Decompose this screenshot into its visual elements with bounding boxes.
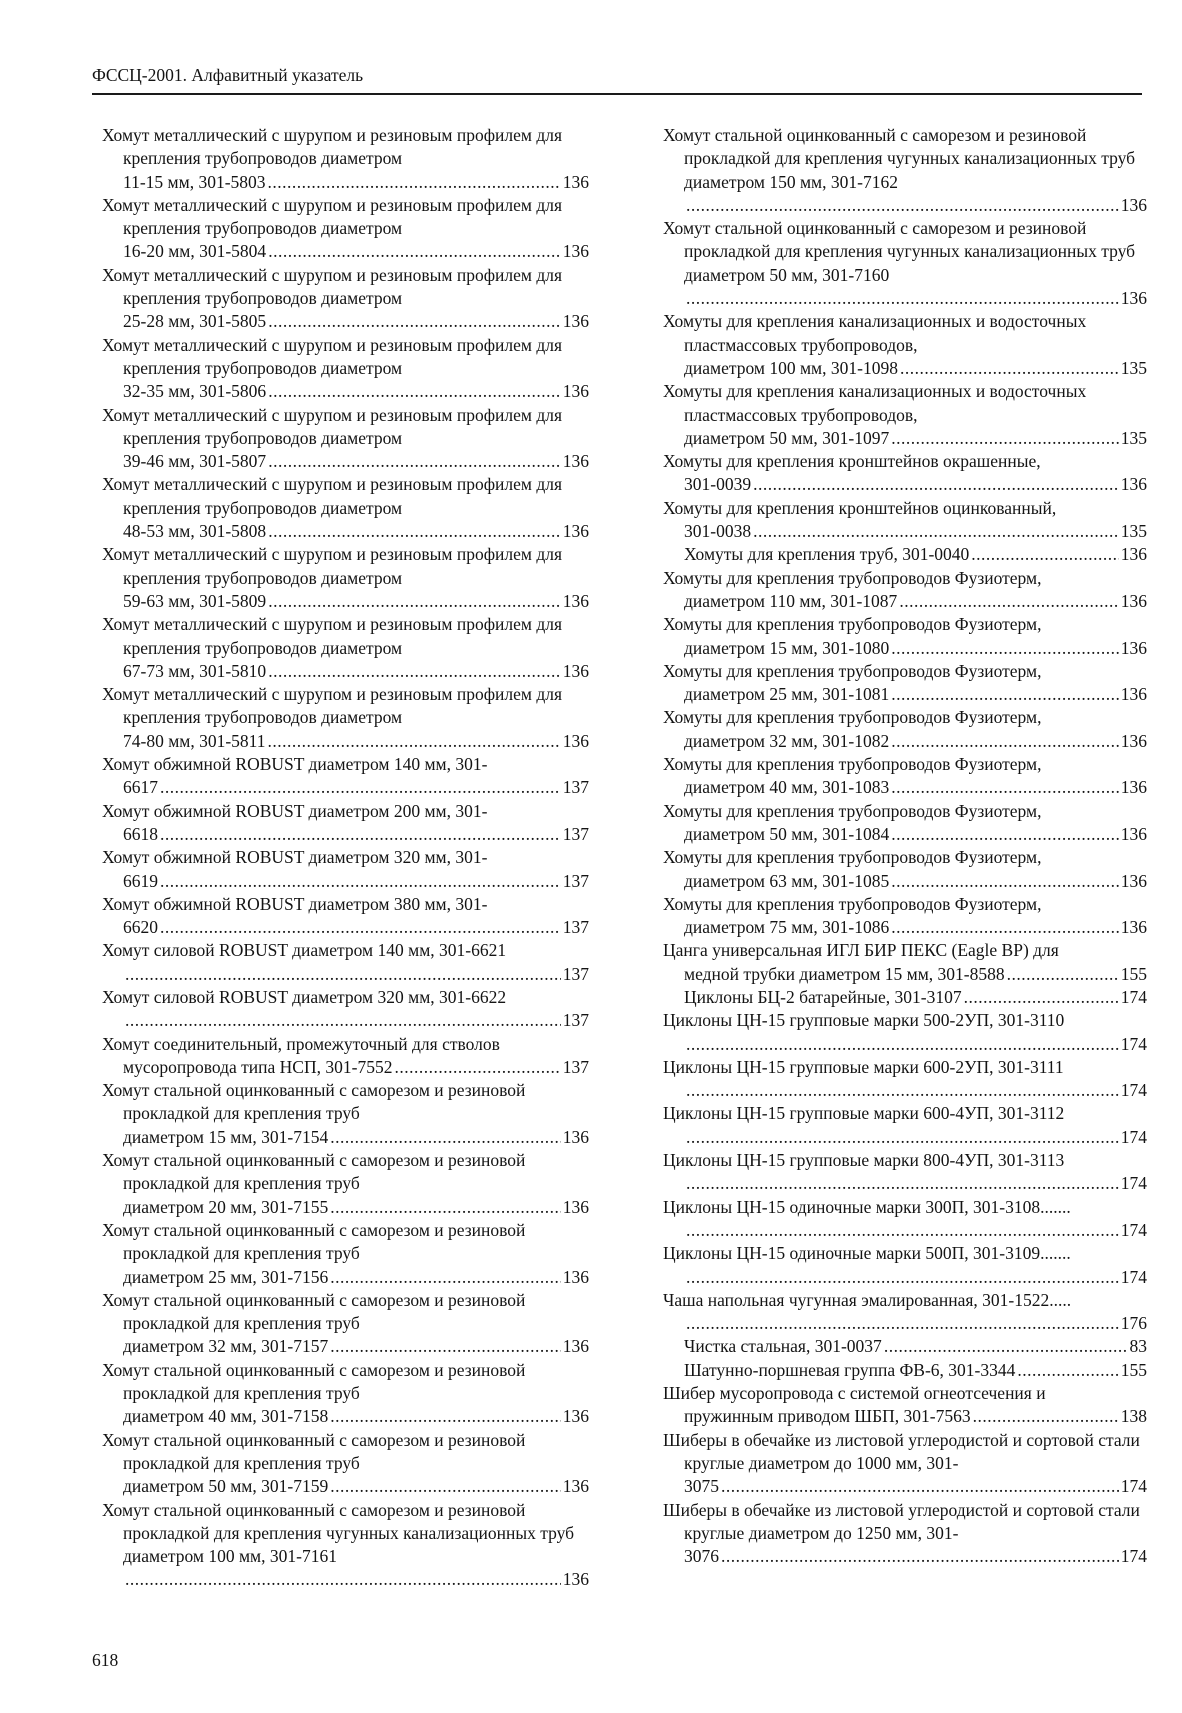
index-entry xyxy=(102,543,589,613)
entry-page: 136 xyxy=(562,451,589,472)
leader-dots xyxy=(891,823,1119,846)
entry-text: Хомуты для крепления трубопроводов Фузиотерм, xyxy=(663,707,1042,728)
leader-dots xyxy=(891,637,1119,660)
entry-page: 83 xyxy=(1129,1336,1147,1357)
index-entry xyxy=(102,404,589,474)
leader-dots xyxy=(686,1172,1119,1195)
entry-page: 136 xyxy=(562,1406,589,1427)
entry-text: Цанга универсальная ИГЛ БИР ПЕКС (Eagle BP) для xyxy=(663,940,1059,961)
leader-dots xyxy=(268,520,561,543)
entry-page: 174 xyxy=(1120,1173,1147,1194)
leader-dots xyxy=(686,287,1119,310)
index-entry xyxy=(663,1429,1147,1499)
entry-page: 174 xyxy=(1120,1476,1147,1497)
leader-dots xyxy=(891,427,1119,450)
entry-text: Циклоны ЦН-15 групповые марки 600-4УП, 301-3112 xyxy=(663,1103,1065,1124)
index-entry xyxy=(102,613,589,683)
index-entry xyxy=(102,1219,589,1289)
index-entry xyxy=(663,1382,1147,1429)
index-entry xyxy=(663,706,1147,753)
entry-page: 136 xyxy=(1120,474,1147,495)
entry-page: 174 xyxy=(1120,1126,1147,1147)
entry-page: 136 xyxy=(562,660,589,681)
entry-page: 136 xyxy=(562,1336,589,1357)
entry-text: Хомут стальной оцинкованный с саморезом и резиновой прокладкой для крепления чугунных канализационных труб диаметром 50 мм, 301-7160 xyxy=(663,218,1136,285)
index-entry xyxy=(663,1056,1147,1103)
entry-last-line: диаметром 15 мм, 301-7154 xyxy=(123,1126,329,1147)
entry-last-line: Циклоны БЦ-2 батарейные, 301-3107 xyxy=(684,986,962,1007)
index-entry xyxy=(663,1289,1147,1336)
entry-page: 136 xyxy=(562,241,589,262)
leader-dots xyxy=(884,1335,1128,1358)
entry-page: 136 xyxy=(562,1569,589,1590)
entry-page: 136 xyxy=(562,1126,589,1147)
entry-last-line: 11-15 мм, 301-5803 xyxy=(123,171,266,192)
entry-text: Хомут металлический с шурупом и резиновым профилем для крепления трубопроводов диаметром xyxy=(102,684,563,728)
leader-dots xyxy=(330,1126,561,1149)
index-entry xyxy=(663,380,1147,450)
leader-dots xyxy=(753,520,1119,543)
entry-last-line: 16-20 мм, 301-5804 xyxy=(123,241,267,262)
entry-text: Хомут стальной оцинкованный с саморезом и резиновой прокладкой для крепления чугунных канализационных труб диаметром 100 мм, 301-7161 xyxy=(102,1499,575,1567)
entry-last-line: 6619 xyxy=(123,870,158,891)
entry-last-line: диаметром 25 мм, 301-7156 xyxy=(123,1266,329,1287)
entry-page: 138 xyxy=(1120,1406,1147,1427)
entry-last-line: медной трубки диаметром 15 мм, 301-8588 xyxy=(684,963,1005,984)
entry-page: 136 xyxy=(1120,684,1147,705)
entry-last-line: 74-80 мм, 301-5811 xyxy=(123,730,266,751)
leader-dots xyxy=(1007,963,1119,986)
leader-dots xyxy=(268,730,561,753)
entry-text: Хомуты для крепления трубопроводов Фузиотерм, xyxy=(663,847,1042,868)
leader-dots xyxy=(160,870,561,893)
index-entry xyxy=(102,1289,589,1359)
index-entry xyxy=(102,1499,589,1592)
leader-dots xyxy=(160,823,561,846)
leader-dots xyxy=(268,450,561,473)
leader-dots xyxy=(891,683,1119,706)
leader-dots xyxy=(686,1266,1119,1289)
entry-page: 174 xyxy=(1120,1080,1147,1101)
index-entry xyxy=(663,846,1147,893)
entry-text: Хомут стальной оцинкованный с саморезом и резиновой прокладкой для крепления труб xyxy=(102,1080,526,1124)
leader-dots xyxy=(160,916,561,939)
leader-dots xyxy=(330,1475,561,1498)
index-entry xyxy=(663,1242,1147,1289)
index-column-right xyxy=(663,124,1147,1568)
leader-dots xyxy=(330,1266,561,1289)
entry-last-line: Шатунно-поршневая группа ФВ-6, 301-3344 xyxy=(684,1359,1016,1380)
entry-last-line: диаметром 50 мм, 301-7159 xyxy=(123,1476,329,1497)
leader-dots xyxy=(268,171,561,194)
entry-text: Хомут силовой ROBUST диаметром 320 мм, 301-6622 xyxy=(102,986,507,1007)
entry-last-line: 3075 xyxy=(684,1476,719,1497)
entry-page: 136 xyxy=(1120,777,1147,798)
entry-text: Хомуты для крепления кронштейнов оцинкованный, xyxy=(663,497,1057,518)
leader-dots xyxy=(330,1405,561,1428)
index-entry xyxy=(663,1102,1147,1149)
entry-text: Хомут соединительный, промежуточный для стволов xyxy=(102,1033,500,1054)
index-entry xyxy=(663,1196,1147,1243)
index-entry xyxy=(102,1033,589,1080)
entry-page: 174 xyxy=(1120,986,1147,1007)
entry-text: Хомут стальной оцинкованный с саморезом и резиновой прокладкой для крепления чугунных канализационных труб диаметром 150 мм, 301-7162 xyxy=(663,125,1136,192)
leader-dots xyxy=(721,1545,1119,1568)
index-entry xyxy=(102,124,589,194)
index-entry xyxy=(663,1335,1147,1358)
entry-last-line: диаметром 110 мм, 301-1087 xyxy=(684,590,898,611)
leader-dots xyxy=(125,1568,561,1591)
index-entry xyxy=(102,264,589,334)
entry-text: Хомут металлический с шурупом и резиновым профилем для крепления трубопроводов диаметром xyxy=(102,544,563,588)
entry-page: 135 xyxy=(1120,521,1147,542)
leader-dots xyxy=(686,194,1119,217)
entry-text: Циклоны ЦН-15 одиночные марки 300П, 301-3108....... xyxy=(663,1196,1071,1217)
entry-text: Хомут стальной оцинкованный с саморезом и резиновой прокладкой для крепления труб xyxy=(102,1219,526,1264)
entry-page: 137 xyxy=(562,963,589,984)
entry-text: Хомут стальной оцинкованный с саморезом и резиновой прокладкой для крепления труб xyxy=(102,1429,526,1473)
entry-last-line: 59-63 мм, 301-5809 xyxy=(123,590,267,611)
index-entry xyxy=(102,753,589,800)
page-number: 618 xyxy=(92,1650,119,1670)
entry-text: Хомут обжимной ROBUST диаметром 320 мм, 301- xyxy=(102,847,488,868)
entry-page: 136 xyxy=(562,730,589,751)
index-entry xyxy=(663,660,1147,707)
entry-page: 136 xyxy=(562,171,589,192)
page-header xyxy=(92,63,1142,95)
entry-text: Хомуты для крепления трубопроводов Фузиотерм, xyxy=(663,660,1042,681)
entry-page: 136 xyxy=(1120,870,1147,891)
entry-last-line: диаметром 40 мм, 301-7158 xyxy=(123,1406,329,1427)
entry-page: 136 xyxy=(562,381,589,402)
entry-page: 136 xyxy=(562,1266,589,1287)
index-entry xyxy=(102,1149,589,1219)
entry-text: Хомут металлический с шурупом и резиновым профилем для крепления трубопроводов диаметром xyxy=(102,334,563,378)
leader-dots xyxy=(891,870,1119,893)
entry-text: Шиберы в обечайке из листовой углеродистой и сортовой стали круглые диаметром до 1000 мм, 301- xyxy=(663,1429,1140,1473)
entry-page: 137 xyxy=(562,1056,589,1077)
leader-dots xyxy=(160,776,561,799)
entry-page: 155 xyxy=(1120,1359,1147,1380)
leader-dots xyxy=(125,1009,561,1032)
entry-last-line: Хомуты для крепления труб, 301-0040 xyxy=(684,544,970,565)
leader-dots xyxy=(721,1475,1119,1498)
entry-last-line: мусоропровода типа НСП, 301-7552 xyxy=(123,1056,393,1077)
leader-dots xyxy=(891,776,1119,799)
entry-last-line: диаметром 15 мм, 301-1080 xyxy=(684,637,890,658)
entry-page: 174 xyxy=(1120,1033,1147,1054)
index-entry xyxy=(663,1149,1147,1196)
entry-text: Циклоны ЦН-15 групповые марки 500-2УП, 301-3110 xyxy=(663,1010,1065,1031)
entry-text: Циклоны ЦН-15 одиночные марки 500П, 301-3109....... xyxy=(663,1243,1071,1264)
entry-text: Хомут металлический с шурупом и резиновым профилем для крепления трубопроводов диаметром xyxy=(102,194,563,239)
index-entry xyxy=(102,893,589,940)
entry-last-line: 67-73 мм, 301-5810 xyxy=(123,660,267,681)
index-entry xyxy=(102,334,589,404)
leader-dots xyxy=(686,1033,1119,1056)
entry-page: 136 xyxy=(1120,288,1147,309)
entry-text: Хомуты для крепления трубопроводов Фузиотерм, xyxy=(663,754,1042,775)
index-entry xyxy=(102,1079,589,1149)
entry-last-line: 6617 xyxy=(123,777,158,798)
index-entry xyxy=(663,217,1147,310)
entry-last-line: 3076 xyxy=(684,1546,719,1567)
entry-last-line: диаметром 25 мм, 301-1081 xyxy=(684,684,890,705)
leader-dots xyxy=(964,986,1119,1009)
entry-page: 136 xyxy=(562,1476,589,1497)
entry-page: 174 xyxy=(1120,1219,1147,1240)
leader-dots xyxy=(330,1196,561,1219)
entry-last-line: диаметром 32 мм, 301-7157 xyxy=(123,1336,329,1357)
entry-page: 136 xyxy=(1120,823,1147,844)
index-entry xyxy=(663,1009,1147,1056)
entry-last-line: диаметром 75 мм, 301-1086 xyxy=(684,917,890,938)
index-entry xyxy=(102,473,589,543)
leader-dots xyxy=(268,240,561,263)
leader-dots xyxy=(268,590,561,613)
entry-last-line: диаметром 50 мм, 301-1084 xyxy=(684,823,890,844)
entry-text: Хомуты для крепления трубопроводов Фузиотерм, xyxy=(663,614,1042,635)
entry-text: Циклоны ЦН-15 групповые марки 800-4УП, 301-3113 xyxy=(663,1150,1065,1171)
index-entry xyxy=(102,986,589,1033)
leader-dots xyxy=(268,380,561,403)
entry-last-line: 6620 xyxy=(123,917,158,938)
entry-page: 174 xyxy=(1120,1266,1147,1287)
entry-page: 136 xyxy=(562,311,589,332)
entry-text: Хомут металлический с шурупом и резиновым профилем для крепления трубопроводов диаметром xyxy=(102,125,563,169)
entry-last-line: 301-0039 xyxy=(684,474,752,495)
entry-page: 136 xyxy=(562,521,589,542)
index-entry xyxy=(663,800,1147,847)
entry-text: Циклоны ЦН-15 групповые марки 600-2УП, 301-3111 xyxy=(663,1056,1064,1077)
entry-page: 135 xyxy=(1120,427,1147,448)
entry-text: Чаша напольная чугунная эмалированная, 301-1522..... xyxy=(663,1289,1072,1310)
index-entry xyxy=(663,986,1147,1009)
entry-page: 136 xyxy=(1120,194,1147,215)
entry-last-line: диаметром 20 мм, 301-7155 xyxy=(123,1196,329,1217)
entry-page: 136 xyxy=(1120,544,1147,565)
entry-page: 136 xyxy=(1120,590,1147,611)
leader-dots xyxy=(971,543,1118,566)
index-entry xyxy=(663,893,1147,940)
index-entry xyxy=(102,800,589,847)
entry-text: Хомут стальной оцинкованный с саморезом и резиновой прокладкой для крепления труб xyxy=(102,1289,526,1334)
index-entry xyxy=(102,1429,589,1499)
index-entry xyxy=(663,124,1147,217)
leader-dots xyxy=(891,730,1119,753)
entry-text: Шибер мусоропровода с системой огнеотсечения и xyxy=(663,1383,1046,1404)
entry-text: Хомут металлический с шурупом и резиновым профилем для крепления трубопроводов диаметром xyxy=(102,474,563,518)
index-entry xyxy=(102,683,589,753)
entry-page: 176 xyxy=(1120,1313,1147,1334)
index-entry xyxy=(663,1359,1147,1382)
index-entry xyxy=(102,194,589,264)
entry-text: Хомут металлический с шурупом и резиновым профилем для крепления трубопроводов диаметром xyxy=(102,404,563,448)
entry-last-line: Чистка стальная, 301-0037 xyxy=(684,1336,882,1357)
leader-dots xyxy=(891,916,1119,939)
entry-text: Хомут металлический с шурупом и резиновым профилем для крепления трубопроводов диаметром xyxy=(102,614,563,658)
leader-dots xyxy=(686,1126,1119,1149)
entry-page: 174 xyxy=(1120,1546,1147,1567)
entry-text: Хомут обжимной ROBUST диаметром 140 мм, 301- xyxy=(102,754,488,775)
entry-page: 137 xyxy=(562,1010,589,1031)
leader-dots xyxy=(686,1312,1119,1335)
entry-last-line: 48-53 мм, 301-5808 xyxy=(123,521,267,542)
entry-last-line: диаметром 63 мм, 301-1085 xyxy=(684,870,890,891)
entry-text: Хомуты для крепления канализационных и водосточных пластмассовых трубопроводов, xyxy=(663,311,1087,355)
entry-text: Хомуты для крепления трубопроводов Фузиотерм, xyxy=(663,567,1042,588)
index-entry xyxy=(102,1359,589,1429)
index-entry xyxy=(663,543,1147,566)
index-column-left xyxy=(102,124,589,1592)
entry-text: Шиберы в обечайке из листовой углеродистой и сортовой стали круглые диаметром до 1250 мм, 301- xyxy=(663,1499,1140,1543)
leader-dots xyxy=(973,1405,1119,1428)
leader-dots xyxy=(125,963,561,986)
index-entry xyxy=(102,846,589,893)
index-entry xyxy=(663,1499,1147,1569)
entry-text: Хомут металлический с шурупом и резиновым профилем для крепления трубопроводов диаметром xyxy=(102,264,563,309)
entry-text: Хомут стальной оцинкованный с саморезом и резиновой прокладкой для крепления труб xyxy=(102,1359,526,1404)
entry-last-line: пружинным приводом ШБП, 301-7563 xyxy=(684,1406,971,1427)
entry-last-line: 32-35 мм, 301-5806 xyxy=(123,381,267,402)
entry-text: Хомуты для крепления трубопроводов Фузиотерм, xyxy=(663,800,1042,821)
index-entry xyxy=(663,567,1147,614)
entry-last-line: 25-28 мм, 301-5805 xyxy=(123,311,267,332)
index-entry xyxy=(663,450,1147,497)
entry-page: 137 xyxy=(562,823,589,844)
leader-dots xyxy=(394,1056,560,1079)
entry-last-line: 301-0038 xyxy=(684,521,752,542)
leader-dots xyxy=(686,1219,1119,1242)
leader-dots xyxy=(330,1335,561,1358)
leader-dots xyxy=(900,357,1119,380)
entry-page: 135 xyxy=(1120,357,1147,378)
entry-page: 137 xyxy=(562,917,589,938)
entry-page: 136 xyxy=(1120,637,1147,658)
entry-last-line: диаметром 40 мм, 301-1083 xyxy=(684,777,890,798)
leader-dots xyxy=(268,660,561,683)
entry-page: 136 xyxy=(1120,730,1147,751)
entry-page: 137 xyxy=(562,777,589,798)
entry-page: 136 xyxy=(1120,917,1147,938)
header-title: ФССЦ-2001. Алфавитный указатель xyxy=(92,65,364,85)
entry-text: Хомуты для крепления канализационных и водосточных пластмассовых трубопроводов, xyxy=(663,381,1087,425)
entry-page: 136 xyxy=(562,1196,589,1217)
index-entry xyxy=(663,753,1147,800)
leader-dots xyxy=(899,590,1118,613)
entry-last-line: 39-46 мм, 301-5807 xyxy=(123,451,267,472)
entry-text: Хомуты для крепления трубопроводов Фузиотерм, xyxy=(663,893,1042,914)
leader-dots xyxy=(753,473,1119,496)
entry-page: 137 xyxy=(562,870,589,891)
index-entry xyxy=(663,613,1147,660)
entry-text: Хомуты для крепления кронштейнов окрашенные, xyxy=(663,451,1041,472)
entry-text: Хомут обжимной ROBUST диаметром 200 мм, 301- xyxy=(102,800,488,821)
entry-text: Хомут стальной оцинкованный с саморезом и резиновой прокладкой для крепления труб xyxy=(102,1150,526,1194)
leader-dots xyxy=(686,1079,1119,1102)
leader-dots xyxy=(1017,1359,1118,1382)
index-entry xyxy=(102,939,589,986)
leader-dots xyxy=(268,310,561,333)
entry-text: Хомут обжимной ROBUST диаметром 380 мм, 301- xyxy=(102,893,488,914)
entry-last-line: диаметром 100 мм, 301-1098 xyxy=(684,357,898,378)
entry-page: 136 xyxy=(562,590,589,611)
index-entry xyxy=(663,497,1147,544)
entry-text: Хомут силовой ROBUST диаметром 140 мм, 301-6621 xyxy=(102,940,507,961)
entry-last-line: диаметром 32 мм, 301-1082 xyxy=(684,730,890,751)
entry-page: 155 xyxy=(1120,963,1147,984)
index-entry xyxy=(663,310,1147,380)
index-entry xyxy=(663,939,1147,986)
entry-last-line: диаметром 50 мм, 301-1097 xyxy=(684,427,890,448)
entry-last-line: 6618 xyxy=(123,823,158,844)
